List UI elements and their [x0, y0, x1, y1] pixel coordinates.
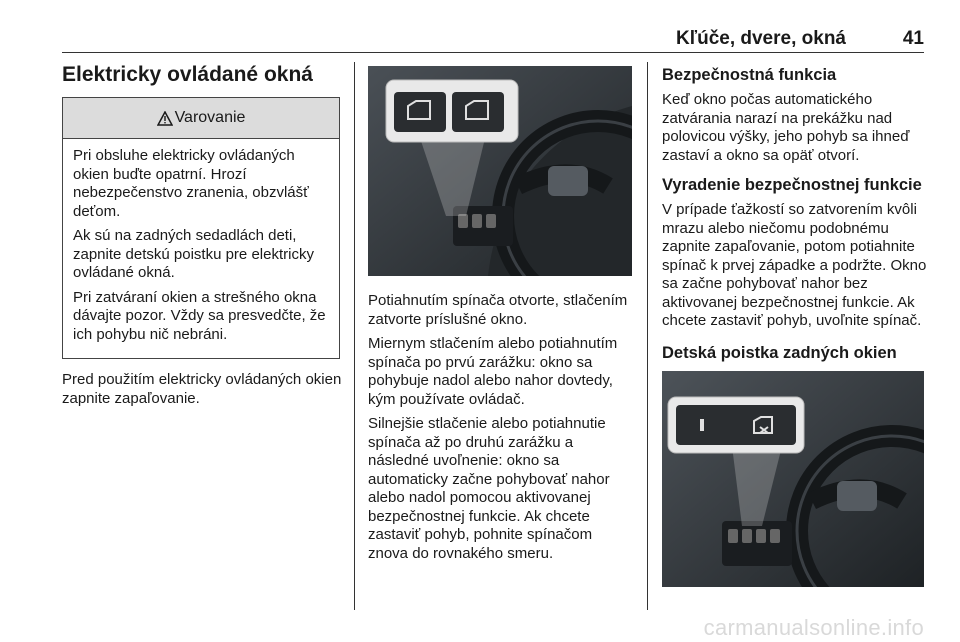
- ignition-note: Pred použitím elektricky ovládaných okien zapnite zapaľovanie.: [62, 371, 342, 407]
- page-header: [0, 28, 924, 50]
- warning-header: [63, 98, 339, 139]
- warning-paragraph: Ak sú na zadných sedadlách deti, zapnite detskú poistku pre elektricky ovládané okná.: [73, 227, 314, 281]
- warning-triangle-icon: [157, 111, 173, 126]
- column-middle: [368, 60, 634, 569]
- warning-paragraph: Pri zatváraní okien a strešného okna dávajte pozor. Vždy sa presvedčte, že ich pohybu nič nebráni.: [73, 288, 326, 343]
- window-switch-illustration: [368, 66, 632, 276]
- warning-paragraph: Pri obsluhe elektricky ovládaných okien buďte opatrní. Hrozí nebezpečenstvo zranenia, obzvlášť deťom.: [73, 147, 309, 220]
- warning-box: [62, 97, 340, 359]
- page-number: 41: [902, 28, 924, 49]
- warning-body: [63, 139, 339, 358]
- section-title: Elektricky ovládané okná: [62, 63, 313, 86]
- body-paragraph: Keď okno počas automatického zatvárania narazí na prekážku nad polovicou výšky, jeho pohyb sa ihneď zastaví a okno sa opäť otvorí.: [662, 91, 910, 164]
- column-right: [662, 60, 928, 587]
- body-paragraph: Miernym stlačením alebo potiahnutím spínača po prvú zarážku: okno sa pohybuje nadol alebo nahor dovtedy, kým používate ovládač.: [368, 335, 618, 408]
- header-rule: [62, 52, 924, 53]
- running-title: Kľúče, dvere, okná: [676, 28, 846, 49]
- body-paragraph: Potiahnutím spínača otvorte, stlačením zatvorte príslušné okno.: [368, 292, 628, 328]
- body-paragraph: V prípade ťažkostí so zatvorením kvôli mrazu alebo niečomu podobnému zapnite zapaľovanie, potom potiahnite spínač k prvej západke a podržte. Okno sa začne pohybovať nahor bez aktivovanej bezpečnostnej funkcie. Ak chcete zastaviť pohyb, uvoľnite spínač.: [662, 201, 927, 329]
- child-lock-illustration: [662, 371, 924, 587]
- body-paragraph: Silnejšie stlačenie alebo potiahnutie spínača až po druhú zarážku a následné uvoľnenie: okno sa automaticky začne pohybovať nahor alebo nadol pomocou aktivovanej bezpečnostnej funkcie. Ak chcete zastaviť pohyb, pohnite spínačom znova do rovnakého smeru.: [368, 415, 610, 562]
- column-left: [62, 60, 342, 414]
- subsection-title: Vyradenie bezpečnostnej funkcie: [662, 176, 922, 194]
- column-divider-right: [647, 62, 648, 610]
- subsection-title: Detská poistka zadných okien: [662, 343, 897, 362]
- warning-title: Varovanie: [174, 109, 246, 126]
- watermark: carmanualsonline.info: [703, 615, 924, 640]
- column-divider-left: [354, 62, 355, 610]
- subsection-title: Bezpečnostná funkcia: [662, 66, 837, 84]
